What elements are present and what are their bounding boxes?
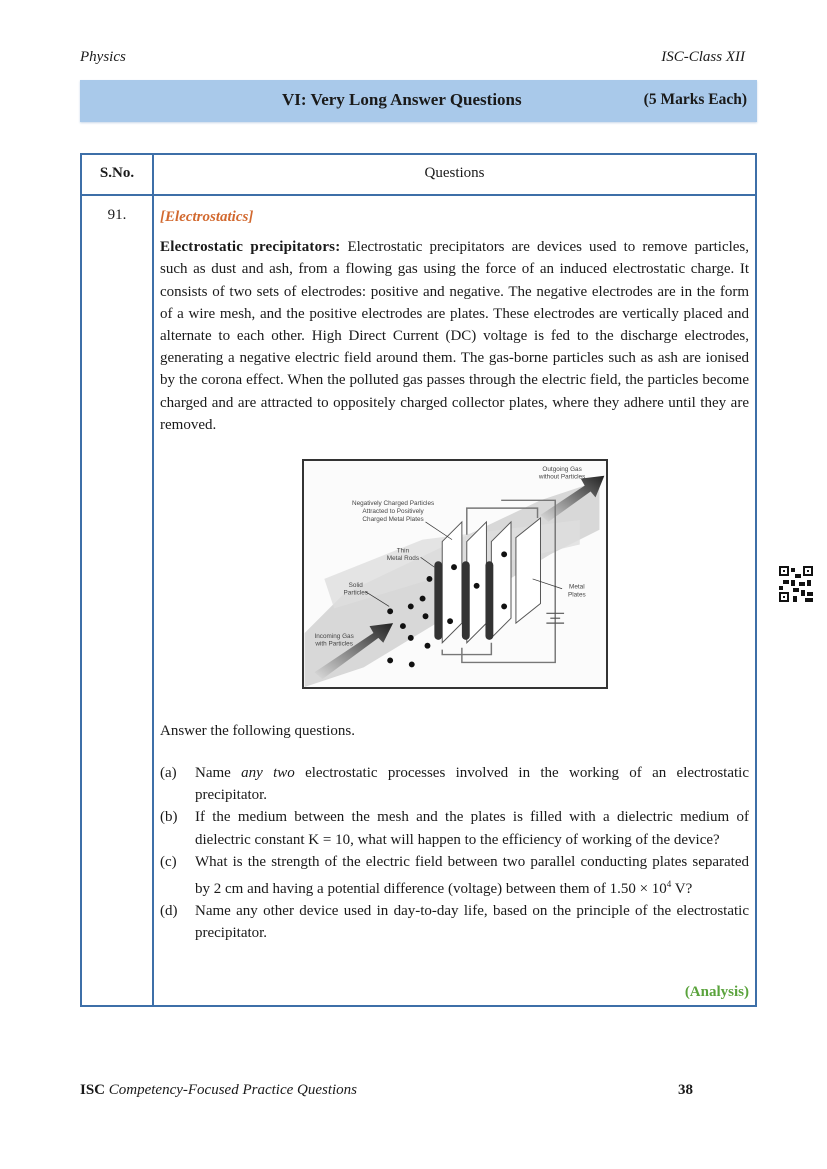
subquestion-d — [160, 900, 749, 944]
particle — [425, 643, 431, 649]
particle — [409, 661, 415, 667]
class-header: ISC-Class XII — [661, 49, 745, 65]
question-body — [160, 206, 749, 436]
particle — [427, 576, 433, 582]
column-divider — [152, 155, 154, 1005]
footer-title: ISC Competency-Focused Practice Questions — [80, 1082, 358, 1098]
header-row-divider — [82, 194, 755, 196]
question-number: 91. — [107, 207, 127, 223]
metal-rod — [462, 561, 470, 640]
metal-rod — [434, 561, 442, 640]
subquestion-label: (d) — [160, 903, 178, 920]
subquestion-b — [160, 806, 749, 850]
subquestion-text: If the medium between the mesh and the plates is filled with a dielectric medium of dielectric constant K = 10, what will happen to the efficiency of working of the device? — [195, 809, 749, 848]
particle — [423, 613, 429, 619]
subject-header: Physics — [80, 49, 126, 65]
label-rods: Thin Metal Rods — [386, 547, 420, 563]
page-number: 38 — [678, 1082, 693, 1098]
particle — [451, 564, 457, 570]
label-incoming: Incoming Gas with Particles — [314, 632, 354, 648]
particle — [400, 623, 406, 629]
subquestion-text: What is the strength of the electric field between two parallel conducting plates separated by 2 cm and having a potential difference (voltage) between them of $1.50 \times 10^4$ V? — [195, 853, 749, 898]
subquestion-c — [160, 851, 749, 900]
particle — [387, 608, 393, 614]
column-header-questions: Questions — [424, 165, 485, 181]
particle — [501, 603, 507, 609]
particle — [501, 551, 507, 557]
metal-plate — [442, 522, 462, 643]
subquestion-text: Name any other device used in day-to-day life, based on the principle of the electrostatic precipitator. — [195, 903, 749, 942]
column-header-sno: S.No. — [99, 165, 135, 181]
subquestion-label: (a) — [160, 765, 177, 781]
particle — [420, 596, 426, 602]
subquestion-text: Name any two electrostatic processes involved in the working of an electrostatic precipitator. — [195, 765, 749, 804]
particle — [408, 603, 414, 609]
diagram-svg — [304, 461, 606, 687]
metal-rod — [485, 561, 493, 640]
subquestion-label: (c) — [160, 853, 177, 870]
particle — [447, 618, 453, 624]
particle — [387, 658, 393, 664]
topic-tag: [Electrostatics] — [160, 209, 254, 225]
section-banner — [80, 80, 757, 122]
subquestion-a — [160, 762, 749, 806]
subquestion-label: (b) — [160, 809, 178, 826]
skill-tag: (Analysis) — [684, 984, 749, 1000]
label-negatively-charged: Negatively Charged Particles Attracted to Positively Charged Metal Plates — [351, 500, 435, 523]
passage-text: Electrostatic precipitators are devices used to remove particles, such as dust and ash, from a flowing gas using the force of an induced electrostatic charge. It consists of two sets of electrodes: positive and negative. The negative electrodes are in the form of a wire mesh, and the positive electrodes are plates. These electrodes are vertically placed and alternate to each other. High Direct Current (DC) voltage is fed to the discharge electrodes, generating a negative electric field around them. The gas-borne particles such as ash are ionised by the corona effect. When the polluted gas passes through the electric field, the particles become charged and are attracted to oppositely charged collector plates, where they adhere until they are removed. — [160, 239, 750, 433]
qr-code-icon[interactable] — [777, 564, 815, 604]
particle — [408, 635, 414, 641]
particle — [474, 583, 480, 589]
precipitator-diagram — [302, 459, 608, 689]
subquestion-list — [160, 762, 749, 945]
questions-table — [80, 153, 757, 1007]
circuit-wire-low — [442, 643, 491, 655]
passage — [160, 236, 749, 436]
label-outgoing: Outgoing Gas without Particles — [538, 465, 586, 481]
answer-intro: Answer the following questions. — [160, 723, 355, 739]
label-solid: Solid Particles — [343, 581, 368, 597]
section-marks: (5 Marks Each) — [643, 91, 747, 108]
metal-plate — [491, 522, 511, 638]
section-title: VI: Very Long Answer Questions — [282, 90, 522, 109]
label-plates: Metal Plates — [567, 583, 586, 599]
passage-lead: Electrostatic precipitators: — [160, 239, 341, 256]
